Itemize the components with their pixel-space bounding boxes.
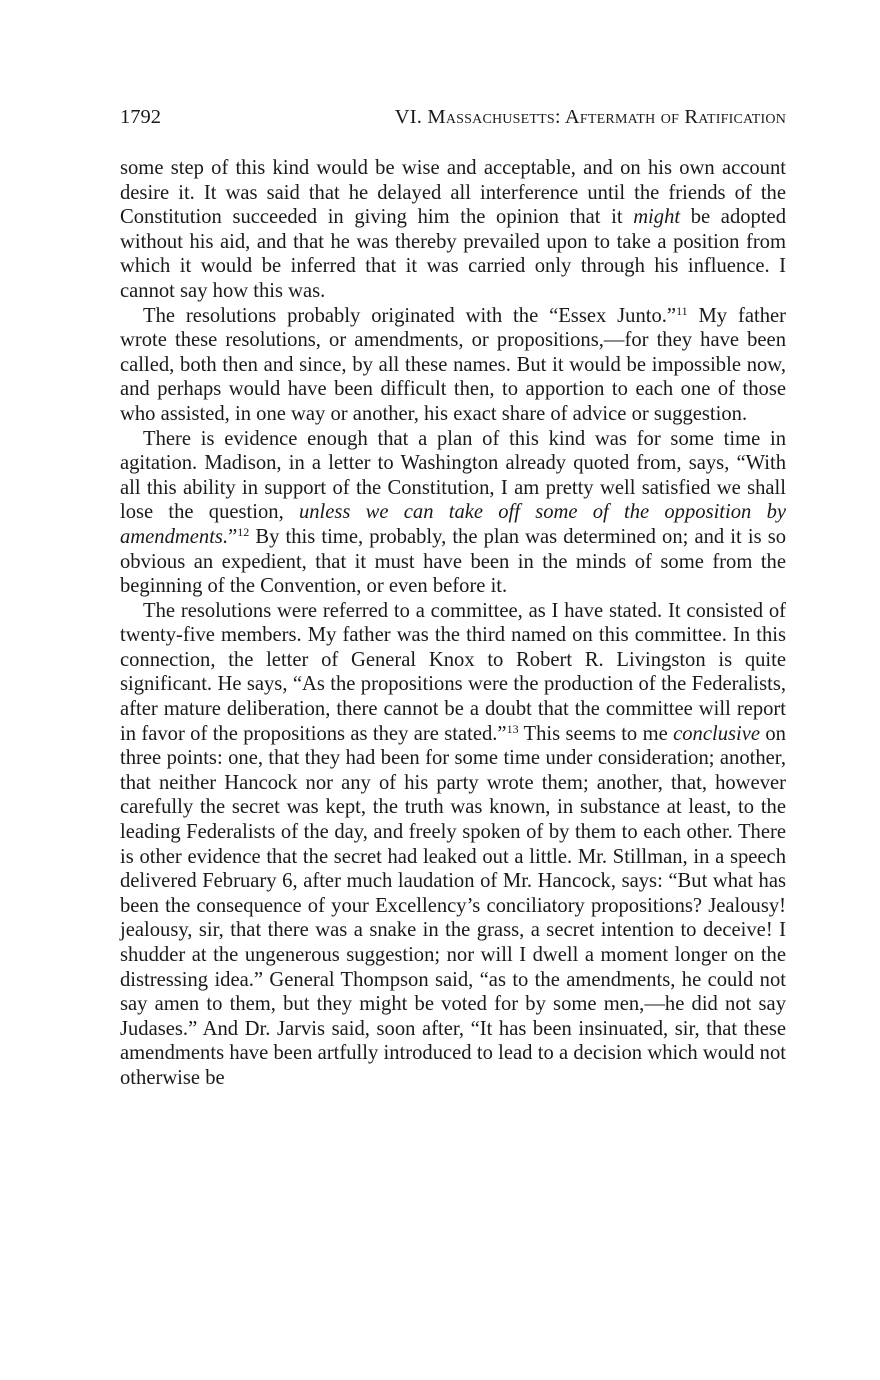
running-title: VI. Massachusetts: Aftermath of Ratification xyxy=(394,106,786,128)
text-run: This seems to me xyxy=(518,722,674,745)
paragraph xyxy=(120,599,786,1091)
text-run: some step of this kind would be wise and acceptable, and on his own account desire it. It was said that he delayed all interference until the friends of the Constitution succeeded in giving him the opinion that it xyxy=(120,157,786,229)
paragraph xyxy=(120,156,786,304)
text-run: on three points: one, that they had been for some time under consideration; another, that neither Hancock nor any of his party wrote them; another, that, however carefully the secret was kept, the truth was known, in substance at least, to the leading Federalists of the day, and freely spoken of by them to each other. There is other evidence that the secret had leaked out a little. Mr. Stillman, in a speech delivered February 6, after much laudation of Mr. Hancock, says: “But what has been the consequence of your Excellency’s conciliatory propositions? Jealousy! jealousy, sir, that there was a snake in the grass, a secret intention to deceive! I shudder at the ungenerous suggestion; nor will I dwell a moment longer on the distressing idea.” General Thompson said, “as to the amendments, he could not say amen to them, but they might be voted for by some men,—he did not say Judases.” And Dr. Jarvis said, soon after, “It has been insinuated, sir, that these amendments have been artfully introduced to lead to a decision which would not otherwise be xyxy=(120,722,786,1089)
footnote-ref: 12 xyxy=(237,524,250,539)
body-text xyxy=(120,156,786,1091)
page-number: 1792 xyxy=(120,106,161,128)
italic-text: conclusive xyxy=(673,722,761,745)
italic-text: unless we can take off some of the opposition by amendments. xyxy=(120,501,787,548)
text-run: The resolutions probably originated with the “Essex Junto.” xyxy=(143,304,677,327)
italic-text: might xyxy=(633,206,681,229)
paragraph xyxy=(120,304,786,427)
text-run: be adopted without his aid, and that he was thereby prevailed upon to take a position from which it would be inferred that it was carried only through his influence. I cannot say how this was. xyxy=(120,206,786,302)
text-run: My father wrote these resolutions, or amendments, or propositions,—for they have been called, both then and since, by all these names. But it would be impossible now, and perhaps would have been difficult then, to apportion to each one of those who assisted, in one way or another, his exact share of advice or suggestion. xyxy=(120,304,786,425)
text-run: ” xyxy=(228,525,238,548)
page xyxy=(120,104,786,1091)
footnote-ref: 11 xyxy=(676,303,688,318)
footnote-ref: 13 xyxy=(506,721,519,736)
text-run: By this time, probably, the plan was determined on; and it is so obvious an expedient, that it must have been in the minds of some from the beginning of the Convention, or even before it. xyxy=(120,525,786,598)
text-run: There is evidence enough that a plan of this kind was for some time in agitation. Madison, in a letter to Washington already quoted from, says, “With all this ability in support of the Constitution, I am pretty well satisfied we shall lose the question, xyxy=(120,427,786,524)
paragraph xyxy=(120,427,786,599)
text-run: The resolutions were referred to a committee, as I have stated. It consisted of twenty-five members. My father was the third named on this committee. In this connection, the letter of General Knox to Robert R. Livingston is quite significant. He says, “As the propositions were the production of the Federalists, after mature deliberation, there cannot be a doubt that the committee will report in favor of the propositions as they are stated.” xyxy=(120,599,786,745)
running-head xyxy=(120,104,786,130)
